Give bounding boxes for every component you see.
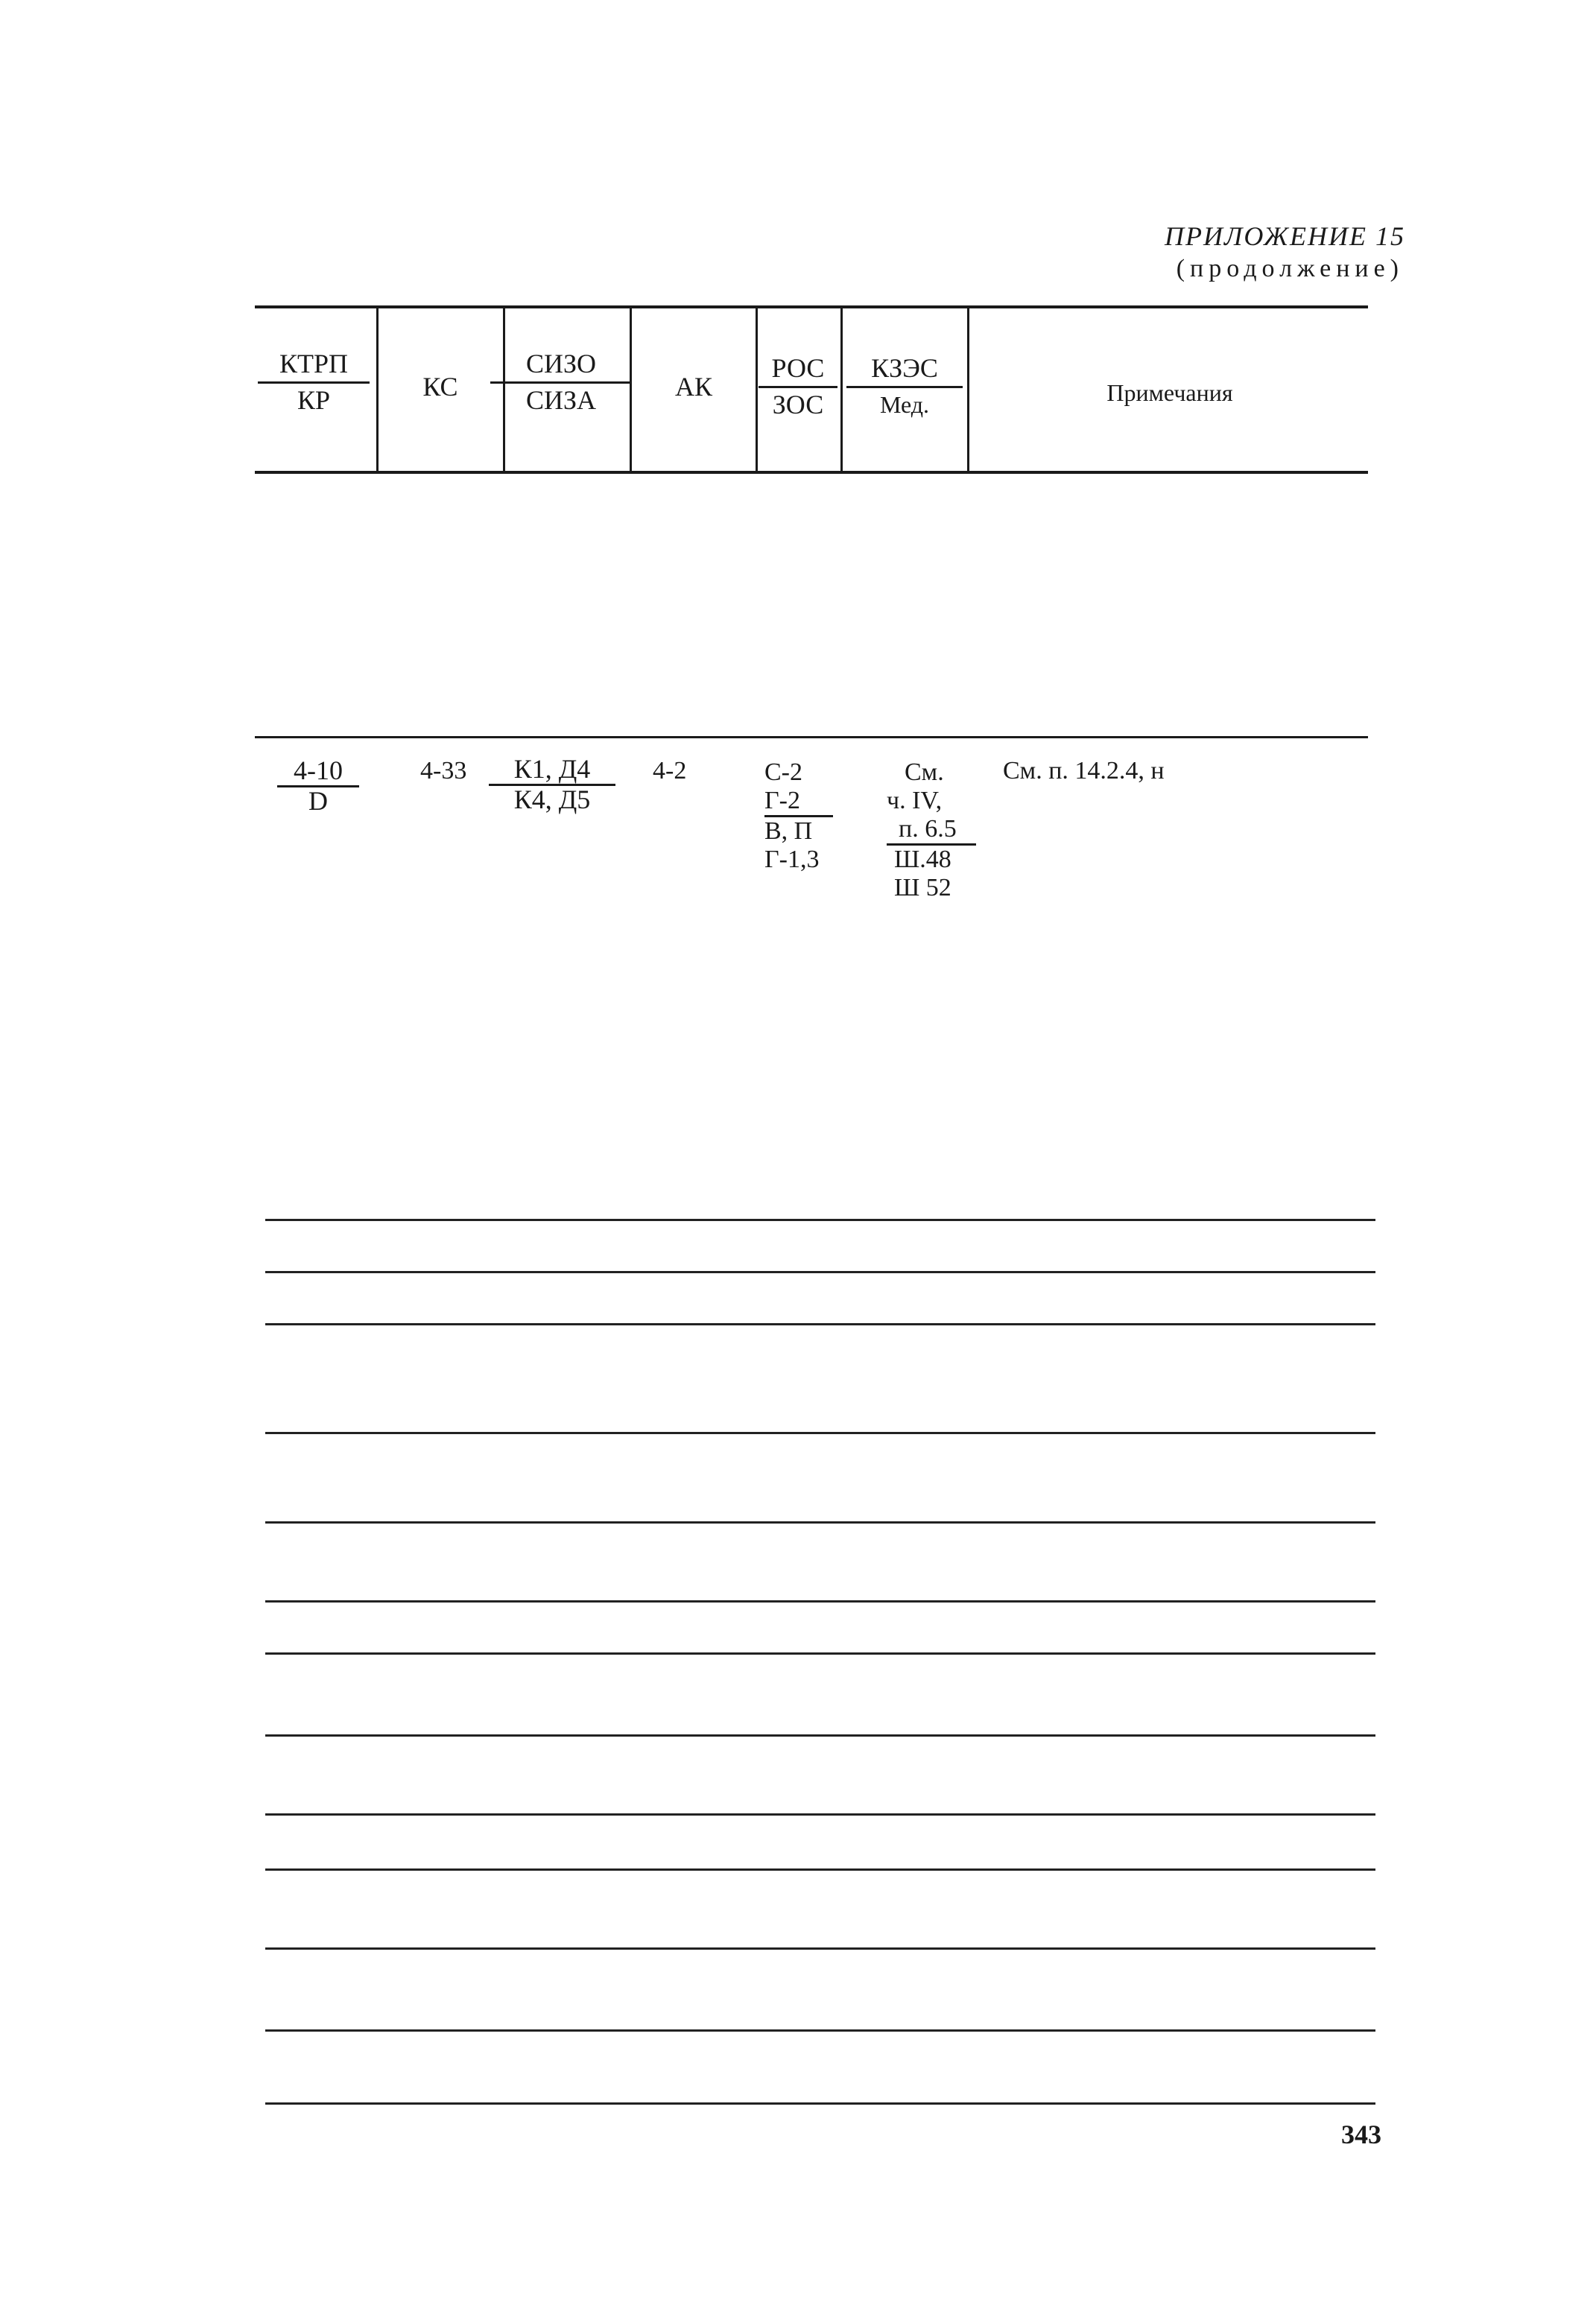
cell-kzes-line-3: п. 6.5 [887, 815, 976, 846]
col-header-med: Мед. [879, 391, 930, 418]
cell-ktrp: 4-10 [277, 757, 359, 787]
col-header-ros: РОС [759, 355, 837, 388]
cell-sizo-siza [489, 755, 615, 813]
page-number: 343 [1341, 2120, 1381, 2149]
col-header-sizo-siza [490, 350, 632, 413]
col-divider-4 [756, 308, 758, 471]
table-header-bottom-rule [255, 471, 1368, 474]
cell-zos-line-1: В, П [764, 817, 813, 845]
col-divider-1 [376, 308, 379, 471]
col-header-ros-zos [759, 355, 837, 418]
cell-kr: D [308, 786, 328, 816]
cell-kzes-med [887, 758, 976, 902]
ruled-line-2 [265, 1271, 1375, 1273]
cell-ks: 4-33 [420, 757, 467, 784]
col-header-siza: СИЗА [525, 385, 597, 415]
cell-ros-zos [764, 758, 839, 874]
ruled-line-10 [265, 1868, 1375, 1871]
cell-sizo: К1, Д4 [489, 755, 615, 786]
col-header-kr: КР [297, 385, 331, 415]
cell-kzes-line-2: ч. IV, [887, 787, 943, 814]
col-header-kzes: КЗЭС [846, 355, 963, 388]
cell-siza: К4, Д5 [513, 784, 591, 814]
cell-med-line-2: Ш 52 [894, 874, 951, 901]
table-top-rule [255, 305, 1368, 308]
ruled-line-13 [265, 2102, 1375, 2105]
ruled-line-9 [265, 1813, 1375, 1816]
ruled-line-12 [265, 2029, 1375, 2032]
col-header-notes: Примечания [1106, 379, 1233, 406]
cell-med-line-1: Ш.48 [894, 846, 951, 873]
ruled-line-5 [265, 1521, 1375, 1524]
row-top-rule [255, 736, 1368, 738]
cell-ros-line-2: Г-2 [764, 787, 833, 817]
col-divider-5 [840, 308, 843, 471]
col-header-sizo: СИЗО [490, 350, 632, 384]
ruled-line-3 [265, 1323, 1375, 1325]
ruled-line-6 [265, 1600, 1375, 1603]
cell-ros-line-1: С-2 [764, 758, 802, 786]
ruled-line-1 [265, 1219, 1375, 1221]
ruled-line-11 [265, 1947, 1375, 1950]
cell-kzes-line-1: См. [905, 758, 944, 786]
col-header-ktrp: КТРП [258, 350, 370, 384]
cell-zos-line-2: Г-1,3 [764, 846, 820, 873]
ruled-line-7 [265, 1652, 1375, 1655]
col-header-zos: ЗОС [772, 390, 824, 419]
col-header-ks: КС [422, 372, 458, 402]
ruled-line-4 [265, 1432, 1375, 1434]
ruled-line-8 [265, 1734, 1375, 1737]
col-divider-6 [967, 308, 969, 471]
cell-ktrp-kr [277, 757, 359, 814]
appendix-subtitle: (продолжение) [1176, 255, 1404, 282]
col-header-ak: АК [674, 372, 712, 402]
cell-notes: См. п. 14.2.4, н [1003, 757, 1165, 784]
cell-ak: 4-2 [653, 757, 687, 784]
col-header-kzes-med [846, 355, 963, 418]
appendix-title: ПРИЛОЖЕНИЕ 15 [1165, 221, 1405, 251]
col-header-ktrp-kr [258, 350, 370, 413]
